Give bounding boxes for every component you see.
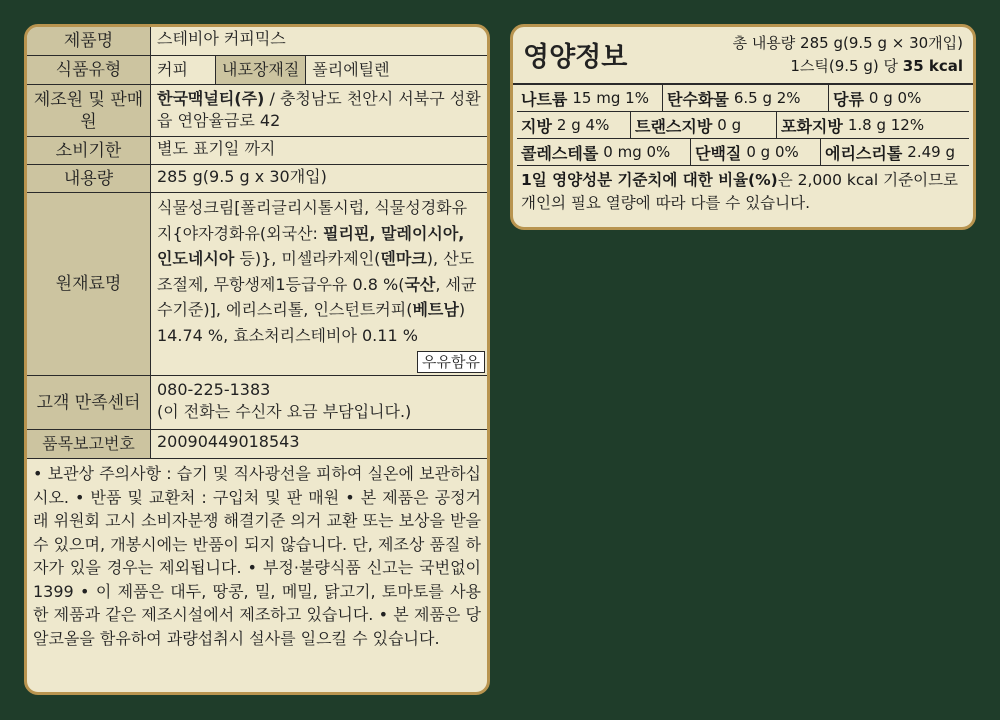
nutrient-amount: 15 mg (572, 89, 621, 107)
manufacturer-label: 제조원 및 판매원 (27, 85, 151, 137)
food-type-label: 식품유형 (27, 56, 151, 85)
nutrient-amount: 0 g (746, 143, 771, 161)
nutrient-cell (777, 112, 969, 138)
nutrient-percent: 0% (897, 89, 922, 107)
ingredients-origin-3: 국산 (404, 274, 436, 294)
customer-service-note: (이 전화는 수신자 요금 부담입니다.) (157, 402, 412, 421)
product-info-table (27, 27, 487, 459)
ingredients-text-3: ), 산도 조절제, 무항생제1등급우유 0.8 %( (157, 249, 475, 294)
nutrient-percent: 0% (775, 143, 799, 161)
nutrition-panel (510, 24, 976, 230)
nutrition-row (517, 112, 969, 139)
nutrient-name: 탄수화물 (667, 89, 729, 109)
nutrition-header (513, 27, 973, 85)
ingredients-origin-4: 베트남 (412, 300, 459, 319)
ingredients-origin-1: 필리핀, 말레이시아, 인도네시아 (157, 223, 465, 268)
nutrient-cell (517, 112, 631, 138)
nutrient-amount: 2 g (556, 116, 581, 134)
packaging-value: 폴리에틸렌 (312, 60, 390, 79)
nutrient-name: 콜레스테롤 (521, 143, 599, 163)
product-name-label: 제품명 (27, 27, 151, 56)
nutrient-name: 지방 (521, 116, 552, 136)
nutrient-name: 포화지방 (781, 116, 843, 136)
ingredients-text-5: ) 14.74 %, 효소처리스테비아 0.11 % (157, 300, 466, 345)
nutrient-cell (829, 85, 969, 111)
food-type-value: 커피 (157, 60, 188, 79)
manufacturer-value (151, 85, 487, 137)
nutrient-percent: 1% (625, 89, 649, 107)
nutrient-name: 트랜스지방 (635, 116, 713, 136)
nutrition-total (733, 32, 963, 78)
nutrition-row (517, 139, 969, 166)
nutrient-amount: 0 g (868, 89, 893, 107)
nutrition-serving-text: 1스틱(9.5 g) 당 (790, 57, 903, 75)
content-value: 285 g(9.5 g x 30개입) (151, 165, 487, 193)
product-info-panel (24, 24, 490, 695)
manufacturer-name: 한국맥널티(주) (157, 89, 265, 108)
customer-service-label: 고객 만족센터 (27, 376, 151, 430)
nutrition-total-line: 총 내용량 285 g(9.5 g × 30개입) (732, 34, 963, 52)
nutrient-name: 단백질 (695, 143, 742, 163)
nutrient-name: 나트륨 (521, 89, 568, 109)
report-number-value: 20090449018543 (157, 432, 300, 451)
product-name-value: 스테비아 커피믹스 (151, 27, 487, 56)
nutrient-amount: 6.5 g (733, 89, 772, 107)
nutrient-cell (691, 139, 821, 165)
nutrient-percent: 2% (776, 89, 801, 107)
nutrient-cell (663, 85, 829, 111)
nutrient-cell (631, 112, 777, 138)
nutrient-percent: 12% (890, 116, 925, 134)
nutrient-name: 당류 (833, 89, 864, 109)
expiry-value: 별도 표기일 까지 (151, 137, 487, 165)
nutrient-percent: 4% (585, 116, 610, 134)
nutrient-amount: 0 g (717, 116, 742, 134)
content-label: 내용량 (27, 165, 151, 193)
nutrient-amount: 1.8 g (847, 116, 886, 134)
nutrition-title: 영양정보 (523, 42, 628, 73)
precautions-notice: • 보관상 주의사항 : 습기 및 직사광선을 피하여 실온에 보관하십시오. • 반품 및 교환처 : 구입처 및 판 매원 • 본 제품은 공정거래 위원회 고시 소비자분쟁 해결기준 의거 교환 또는 보상을 받을 수 있으며, 개봉시에는 반품이 되지 않습니다. 단, 제조상 품질 하자가 있을 경우는 제외됩니다. • 부정·불량식품 신고는 국번없이 1399 • 이 제품은 대두, 땅콩, 밀, 메밀, 닭고기, 토마토를 사용한 제품과 같은 제조시설에서 제조하고 있습니다. • 본 제품은 당알코올을 함유하여 과량섭취시 설사를 일으킬 수 있습니다. (33, 464, 481, 648)
manufacturer-address: / 충청남도 천안시 서북구 성환읍 연암율금로 42 (157, 89, 481, 130)
nutrient-amount: 0 mg (603, 143, 642, 161)
nutrition-footnote-bold: 1일 영양성분 기준치에 대한 비율(%) (521, 171, 778, 189)
nutrient-cell (517, 85, 663, 111)
nutrition-row (517, 85, 969, 112)
nutrient-percent: 0% (646, 143, 671, 161)
ingredients-text-4: , 세균수기준)], 에리스리톨, 인스턴트커피( (157, 274, 477, 319)
expiry-label: 소비기한 (27, 137, 151, 165)
nutrient-cell (821, 139, 969, 165)
ingredients-text-2: 등)}, 미셀라카제인( (234, 249, 381, 268)
nutrient-amount: 2.49 g (907, 143, 955, 161)
ingredients-origin-2: 덴마크 (380, 249, 427, 268)
nutrition-footnote-text: 은 2,000 kcal 기준이므로 개인의 필요 열량에 따라 다를 수 있습니다. (521, 171, 959, 212)
nutrient-cell (517, 139, 691, 165)
nutrition-serving-line (733, 55, 963, 78)
ingredients-value (151, 193, 487, 376)
nutrient-name: 에리스리톨 (825, 143, 903, 163)
allergen-badge: 우유함유 (417, 351, 485, 373)
ingredients-text-1: 식물성크림[폴리글리시톨시럽, 식물성경화유지{야자경화유(외국산: (157, 198, 468, 243)
customer-service-value (151, 376, 487, 430)
nutrition-serving-kcal: 35 kcal (902, 57, 963, 75)
report-number-label: 품목보고번호 (27, 430, 151, 458)
packaging-label: 내포장재질 (215, 56, 306, 84)
nutrition-footnote (517, 166, 969, 218)
food-type-row (151, 56, 487, 85)
customer-service-phone: 080-225-1383 (157, 380, 271, 399)
ingredients-label: 원재료명 (27, 193, 151, 376)
